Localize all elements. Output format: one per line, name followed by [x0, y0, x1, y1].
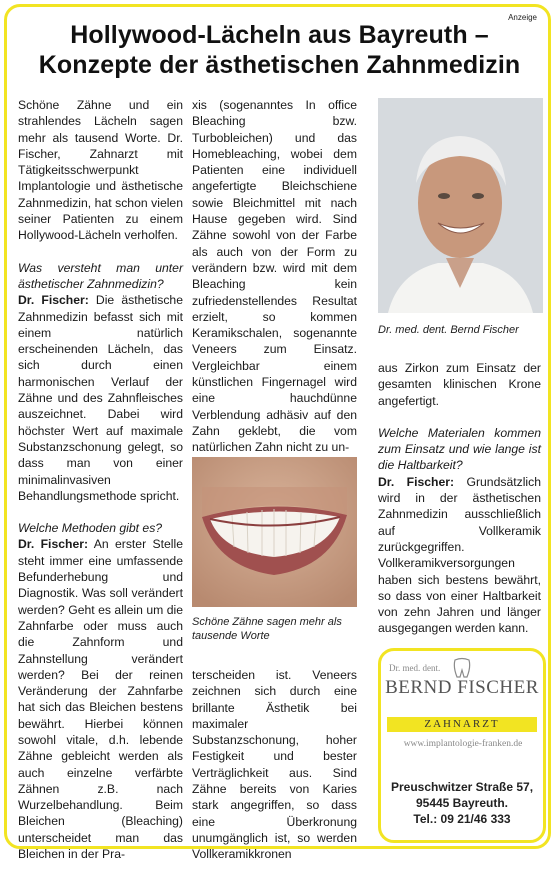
smile-photo: [192, 457, 357, 607]
headline-line-2: Konzepte der ästhetischen Zahnmedizin: [38, 51, 521, 79]
intro-paragraph: Schöne Zähne und ein strahlendes Lächeln sagen mehr als tausend Worte. Dr. Fischer, Zahnarzt mit Tätigkeitsschwerpunkt Implantologie und ästhetische Zahnmedizin, hat schon vielen seiner Patienten zu einem Hollywood-Lächeln verholfen.: [18, 98, 183, 243]
answer-1-text: Die ästhetische Zahnmedizin befasst sich mit einem natürlich erscheinenden Lächeln, das sich durch einen harmonischen Verlauf der Zähne und des Zahnfleisches auszeichnet. Dabei wird höchster Wert auf maximale Substanzschonung gelegt, so dass man von einer minimalinvasiven Behandlungsmethode spricht.: [18, 293, 183, 503]
address-street: Preuschwitzer Straße 57,: [390, 780, 534, 794]
answer-3: [378, 474, 541, 637]
answer-2: [18, 536, 183, 862]
column-2-bottom: [192, 667, 357, 879]
portrait-photo: [378, 98, 543, 313]
column-2-top: [192, 97, 357, 472]
practice-address: [381, 779, 543, 827]
answer-2-speaker: Dr. Fischer:: [18, 537, 89, 552]
column-3: [378, 360, 541, 653]
question-1: Was versteht man unter ästhetischer Zahnmedizin?: [18, 260, 183, 291]
headline-line-1: Hollywood-Lächeln aus Bayreuth –: [70, 21, 489, 49]
answer-1: [18, 292, 183, 504]
address-phone: Tel.: 09 21/46 333: [413, 812, 511, 826]
answer-3-speaker: Dr. Fischer:: [378, 474, 455, 489]
practice-logo-box: [378, 648, 546, 843]
portrait-illustration: [378, 98, 543, 313]
tooth-icon: [451, 657, 473, 679]
headline: [0, 20, 559, 80]
column-1: [18, 97, 183, 878]
answer-3-text: Grundsätzlich wird in der ästhetischen Zahnmedizin ausschließlich auf Vollkeramik zurückgegriffen. Vollkeramikversorgungen haben sich bestens bewährt, so dass von einer Haltbarkeit von zehn Jahren und länger ausgegangen werden kann.: [378, 474, 541, 636]
logo-role-bar: ZAHNARZT: [387, 717, 537, 732]
question-2: Welche Methoden gibt es?: [18, 521, 163, 536]
answer-2-text: An erster Stelle steht immer eine umfassende Befunderhebung und Diagnostik. Was soll verändert werden? Geht es allein um die Zahnfarbe oder muss auch die Zahnform und Zahnstellung verändert werden? Bei der reinen Veränderung der Zahnfarbe hat sich das Bleichen bestens bewährt. Hierbei können sowohl vitale, d.h. lebende Zähne gebleicht werden als auch einzelne verfärbte Zähnen z.B. nach Wurzelbehandlung. Beim Bleichen (Bleaching) unterscheidet man das Bleichen in der Pra-: [18, 537, 183, 862]
question-3: Welche Materialen kommen zum Einsatz und wie lange ist die Haltbarkeit?: [378, 425, 541, 473]
logo-title-prefix: Dr. med. dent.: [389, 663, 441, 673]
smile-photo-caption: Schöne Zähne sagen mehr als tausende Worte: [192, 616, 342, 642]
ad-label: Anzeige: [508, 13, 537, 22]
column-2-paragraph-2: terscheiden ist. Veneers zeichnen sich durch eine brillante Ästhetik bei maximaler Substanzschonung, hoher Festigkeit und bester Verträglichkeit aus. Sind Zähne bereits von Karies stark angegriffen, so dass eine Überkronung unumgänglich ist, so werden Vollkeramikkronen: [192, 668, 357, 862]
logo-url[interactable]: www.implantologie-franken.de: [403, 739, 523, 749]
smile-illustration: [192, 457, 357, 607]
column-2-paragraph-1: xis (sogenanntes In office Bleaching bzw. Turbobleichen) und das Homebleaching, wobei dem Patienten eine individuell angefertigte Bleichschiene sowie Bleichmittel mit nach Hause gegeben wird. Sind Zähne sowohl von der Farbe als auch von der Form zu verändern bzw. wird mit dem Bleaching kein zufriedenstellendes Resultat erzielt, so kommen Keramikschalen, sogenannte Veneers zum Einsatz. Vergleichbar einem künstlichen Fingernagel wird eine hauchdünne Verblendung adhäsiv auf den Zahn geklebt, die vom natürlichen Zahn nicht zu un-: [192, 98, 357, 455]
portrait-caption: Dr. med. dent. Bernd Fischer: [378, 324, 519, 336]
column-3-paragraph-1: aus Zirkon zum Einsatz der gesamten klinischen Krone angefertigt.: [378, 361, 541, 408]
logo-name: BERND FISCHER: [385, 677, 539, 698]
answer-1-speaker: Dr. Fischer:: [18, 293, 89, 308]
address-city: 95445 Bayreuth.: [415, 796, 509, 810]
